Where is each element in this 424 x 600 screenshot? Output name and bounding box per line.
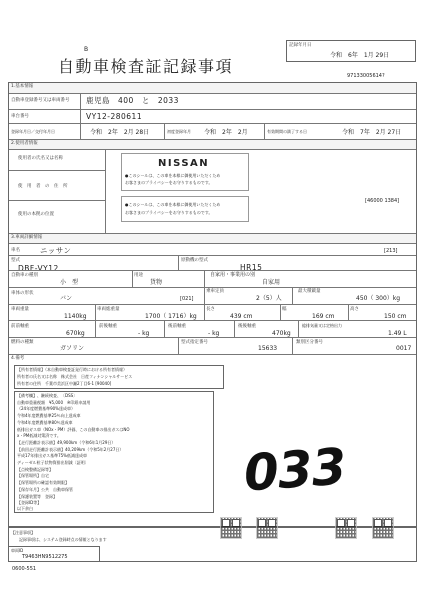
rear-front-axle-label: 後前軸重 <box>168 324 186 329</box>
handwritten-number: 033 <box>242 437 348 503</box>
private-use-value: 自家用 <box>262 279 281 286</box>
model-label: 型式 <box>11 258 20 263</box>
sticker2-text-2: お客さまのプライバシーをお守りするものです。 <box>125 210 213 215</box>
reg-number-value: 鹿児島 400 と 2033 <box>86 96 179 105</box>
front-front-axle-label: 前前軸重 <box>11 324 29 329</box>
front-rear-axle-label: 前後軸重 <box>99 324 117 329</box>
remark-line: x・PM低減対策済です。 <box>17 433 61 439</box>
capacity-value: 2（5）人 <box>256 295 282 302</box>
type-number-label: 型式指定番号 <box>181 340 208 345</box>
rear-rear-axle-value: 470kg <box>272 330 291 337</box>
sticker-text-1: ●このシールは、この車を本様に御使用いただくため <box>125 173 221 178</box>
maker-value: ニッサン <box>40 246 72 255</box>
remark-line: 【登録ID等】 <box>17 500 42 506</box>
remark-line: 平成17年排出ガス基準75%低減達成車 <box>17 453 87 459</box>
length-label: 長さ <box>206 307 215 312</box>
remark-line: 【保存年月】公共 自動車保管 <box>17 486 73 492</box>
qr-code-icon <box>220 517 242 539</box>
first-year-label: 初度登録年月 <box>167 129 191 134</box>
height-value: 150 cm <box>384 313 407 320</box>
remark-line: 【前回走行距離計表示値】40,209km（令和5年2月27日） <box>17 446 124 452</box>
first-reg-label: 登録年月日／交付年月日 <box>11 129 55 134</box>
reg-number-label: 自動車登録番号又は車両番号 <box>11 98 70 103</box>
section-notes-header: 4.備考 <box>11 356 25 361</box>
weight-label: 車両重量 <box>11 307 29 312</box>
privacy-sticker <box>121 153 249 191</box>
rear-front-axle-value: - kg <box>208 330 220 337</box>
body-code: [021] <box>180 296 194 302</box>
document-serial: 97133005614? <box>347 73 385 79</box>
page-title: 自動車検査証記録事項 <box>58 57 234 76</box>
section-basic-header: 1.基本情報 <box>11 84 34 89</box>
width-value: 169 cm <box>312 313 335 320</box>
usage-base-label: 使用の本拠の位置 <box>18 212 54 217</box>
displacement-value: 1.49 L <box>388 330 407 337</box>
gross-weight-label: 車両総重量 <box>97 307 120 312</box>
displacement-label: 総排気量又は定格出力 <box>302 323 342 328</box>
remark-line: 以下余白 <box>17 506 33 511</box>
vehicle-id-value: T9463HN9512275 <box>22 554 68 560</box>
category-label: 類別区分番号 <box>296 340 323 345</box>
maker-code: [213] <box>384 248 398 254</box>
remarks-box <box>14 391 214 513</box>
remark-line: 【保管場所】自宅 <box>17 473 49 479</box>
remark-line: 【保護装置等 登録】 <box>17 493 57 499</box>
remark-line: 自動車重量税額 ¥5,000 ※印紙申請用 <box>17 399 91 405</box>
record-date-value: 令和 6年 1月 29日 <box>330 52 390 59</box>
rear-rear-axle-label: 後後軸重 <box>238 324 256 329</box>
nissan-logo: NISSAN <box>158 158 210 169</box>
max-load-label: 最大積載量 <box>298 289 321 294</box>
weight-value: 1140kg <box>64 313 87 320</box>
owner-line-3: 所有者の住所 千葉市美浜区中瀬2丁目6-1 [90040] <box>17 381 112 386</box>
expiry-value: 令和 7年 2月 27日 <box>342 129 402 136</box>
sticker-text-2: お客さまのプライバシーをお守りするものです。 <box>125 180 213 185</box>
max-load-value: 450（ 300）kg <box>356 295 401 302</box>
maker-label: 車名 <box>11 248 20 253</box>
user-address-label: 使 用 者 の 住 所 <box>18 184 68 189</box>
engine-label: 原動機の型式 <box>181 258 208 263</box>
kind-label: 自動車の種別 <box>11 273 38 278</box>
width-label: 幅 <box>282 307 287 312</box>
gross-weight-value: 1700（ 1716）kg <box>145 313 197 320</box>
category-value: 0017 <box>396 345 412 352</box>
user-code: [46000 1384] <box>365 198 400 204</box>
remark-line: 【保管場所の確認有効期限】 <box>17 480 69 486</box>
remark-line: 【点検整備記録等】 <box>17 466 53 472</box>
remark-line: （24年度燃費基準90%達成車） <box>17 406 75 412</box>
section-user-header: 2.使用者情報 <box>11 141 38 146</box>
height-label: 高さ <box>350 307 359 312</box>
qr-code-icon <box>335 517 357 539</box>
engine-value: HR15 <box>240 263 263 272</box>
remark-line: ディーゼル粒子状物質排出削減〔証明〕 <box>17 460 89 465</box>
body-label: 車体の形状 <box>11 291 34 296</box>
first-year-value: 令和 2年 2月 <box>204 129 248 136</box>
type-number-value: 15633 <box>258 345 278 352</box>
vehicle-id-label: 車両ID <box>11 548 24 553</box>
front-rear-axle-value: - kg <box>138 330 150 337</box>
section-vehicle-header: 3.車両詳細情報 <box>11 235 43 240</box>
form-mark: B <box>84 46 89 53</box>
remark-line: 令和4年度燃費基準80％達成車 <box>17 419 73 425</box>
owner-line-1: 【所有者情報】（本自動車検査証発行時における所有者情報） <box>17 367 127 372</box>
remark-line: 低排出ガス車（NOx・PM）評価、この自動車の排出ガスはNO <box>17 426 130 432</box>
record-date-label: 記録年月日 <box>289 43 312 48</box>
owner-info-box <box>14 365 224 389</box>
remark-line: 【走行距離計表示値】49,900km（令和6年1月29日） <box>17 439 116 445</box>
notice-header: 【注意事項】 <box>11 530 35 535</box>
use-value: 貨物 <box>150 279 163 286</box>
form-number: 0600-551 <box>12 566 37 572</box>
kind-value: 小 型 <box>60 279 79 286</box>
fuel-label: 燃料の種類 <box>11 340 34 345</box>
fuel-value: ガソリン <box>60 345 85 352</box>
expiry-label: 有効期間の満了する日 <box>267 129 307 134</box>
length-value: 439 cm <box>230 313 253 320</box>
owner-line-2: 所有者の氏名又は名称 株式会社 日産フィナンシャルサービス <box>17 374 133 379</box>
chassis-label: 車台番号 <box>11 114 29 119</box>
purpose-label: 自家用・事業用の別 <box>210 272 256 278</box>
remark-line: 【備考欄】、継続検査、〔DSS〕 <box>17 393 78 398</box>
remark-line: 令和4年度燃費基準25％向上達成車 <box>17 413 81 419</box>
qr-code-icon <box>256 517 278 539</box>
body-value: バン <box>60 295 73 302</box>
front-front-axle-value: 670kg <box>66 330 85 337</box>
privacy-sticker-2 <box>121 196 249 222</box>
qr-code-icon <box>372 517 394 539</box>
use-label: 用途 <box>134 273 143 278</box>
user-name-label: 使用者の氏名又は名称 <box>18 156 63 161</box>
first-reg-value: 令和 2年 2月 28日 <box>90 129 150 136</box>
notice-text: 記録事項は、システム登録時点の情報となります <box>19 537 107 542</box>
capacity-label: 乗車定員 <box>206 289 224 294</box>
sticker2-text-1: ●このシールは、この車を本様に御使用いただくため <box>125 202 221 207</box>
chassis-value: VY12-280611 <box>86 112 143 121</box>
model-value: DBF-VY12 <box>18 264 59 273</box>
